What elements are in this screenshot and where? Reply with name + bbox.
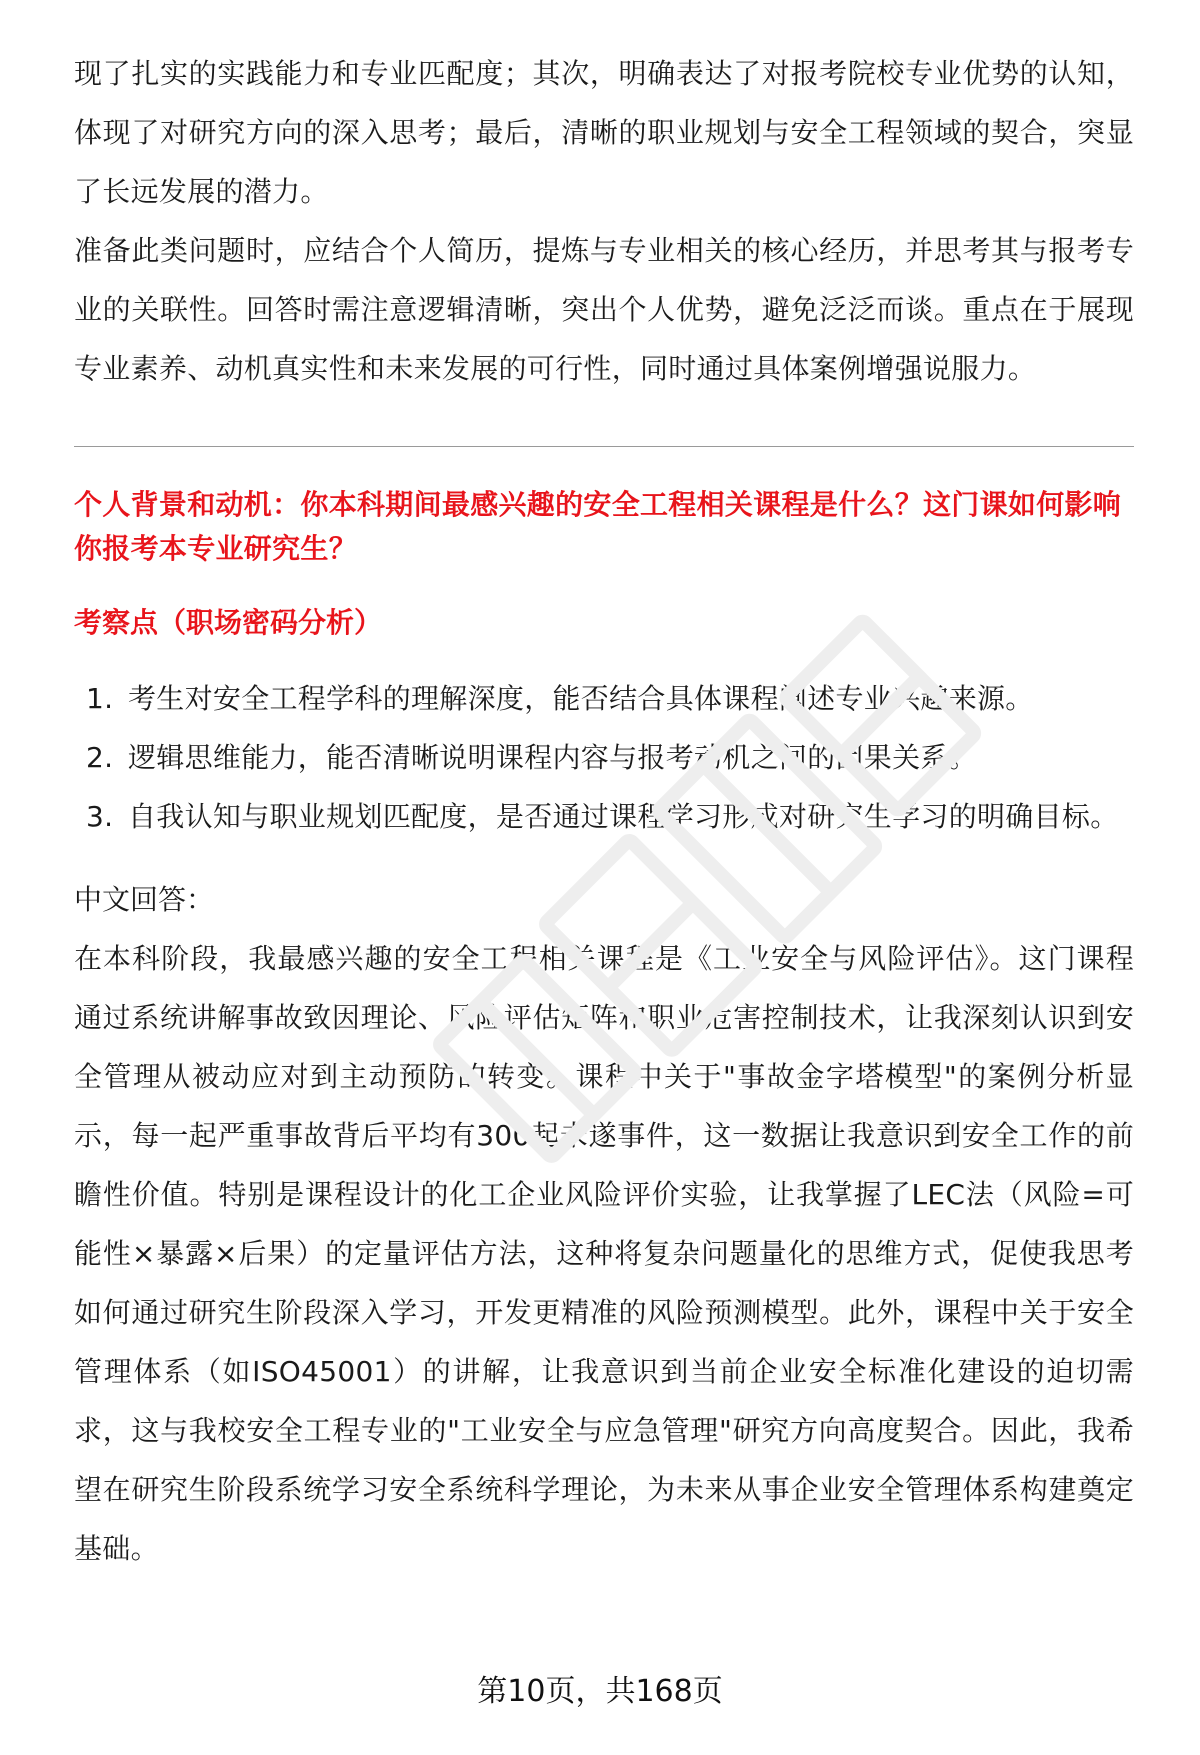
list-item [74,669,1134,728]
list-item-text: 逻辑思维能力，能否清晰说明课程内容与报考动机之间的因果关系。 [128,741,978,774]
list-item-number: 1. [86,682,114,715]
points-title: 考察点（职场密码分析） [74,606,383,639]
list-item [74,787,1134,846]
intro-paragraph: 现了扎实的实践能力和专业匹配度；其次，明确表达了对报考院校专业优势的认知，体现了对研究方向的深入思考；最后，清晰的职业规划与安全工程领域的契合，突显了长远发展的潜力。 [74,57,1134,208]
answer-text: 在本科阶段，我最感兴趣的安全工程相关课程是《工业安全与风险评估》。这门课程通过系统讲解事故致因理论、风险评估矩阵和职业危害控制技术，让我深刻认识到安全管理从被动应对到主动预防的转变。课程中关于"事故金字塔模型"的案例分析显示，每一起严重事故背后平均有300起未遂事件，这一数据让我意识到安全工作的前瞻性价值。特别是课程设计的化工企业风险评价实验，让我掌握了LEC法（风险=可能性×暴露×后果）的定量评估方法，这种将复杂问题量化的思维方式，促使我思考如何通过研究生阶段深入学习，开发更精准的风险预测模型。此外，课程中关于安全管理体系（如ISO45001）的讲解，让我意识到当前企业安全标准化建设的迫切需求，这与我校安全工程专业的"工业安全与应急管理"研究方向高度契合。因此，我希望在研究生阶段系统学习安全系统科学理论，为未来从事企业安全管理体系构建奠定基础。 [74,942,1134,1565]
question-heading: 个人背景和动机：你本科期间最感兴趣的安全工程相关课程是什么？这门课如何影响你报考本专业研究生？ [74,488,1122,565]
list-item-number: 2. [86,741,114,774]
section-divider [74,446,1134,447]
list-item-text: 自我认知与职业规划匹配度，是否通过课程学习形成对研究生学习的明确目标。 [128,800,1119,833]
points-list [74,669,1134,846]
answer-label: 中文回答： [74,883,215,916]
list-item-text: 考生对安全工程学科的理解深度，能否结合具体课程阐述专业兴趣来源。 [128,682,1034,715]
page-number: 第10页，共168页 [477,1674,723,1709]
list-item [74,728,1134,787]
page-content [74,44,1134,1578]
list-item-number: 3. [86,800,114,833]
advice-paragraph: 准备此类问题时，应结合个人简历，提炼与专业相关的核心经历，并思考其与报考专业的关联性。回答时需注意逻辑清晰，突出个人优势，避免泛泛而谈。重点在于展现专业素养、动机真实性和未来发展的可行性，同时通过具体案例增强说服力。 [74,234,1134,385]
